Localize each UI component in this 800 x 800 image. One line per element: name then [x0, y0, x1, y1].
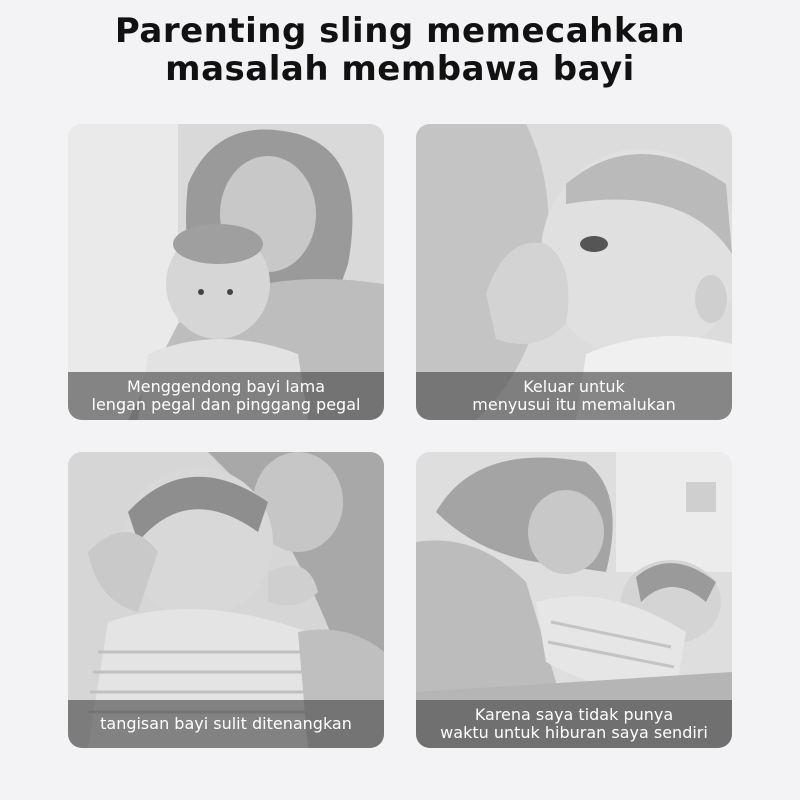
title-line-2: masalah membawa bayi	[165, 49, 635, 89]
caption	[68, 700, 384, 748]
caption	[416, 700, 732, 748]
card-long-carrying	[68, 124, 384, 420]
page-title	[0, 12, 800, 88]
card-crying-baby	[68, 452, 384, 748]
title-line-1: Parenting sling memecahkan	[114, 11, 686, 51]
caption-line-1: Keluar untuk	[523, 377, 625, 396]
caption	[68, 372, 384, 420]
caption-line-1: tangisan bayi sulit ditenangkan	[100, 714, 352, 733]
caption-line-2: lengan pegal dan pinggang pegal	[91, 395, 361, 414]
caption-line-2: menyusui itu memalukan	[472, 395, 676, 414]
card-no-free-time	[416, 452, 732, 748]
card-breastfeeding	[416, 124, 732, 420]
caption-line-1: Karena saya tidak punya	[474, 705, 674, 724]
caption	[416, 372, 732, 420]
caption-line-2: waktu untuk hiburan saya sendiri	[440, 723, 708, 742]
caption-line-1: Menggendong bayi lama	[126, 377, 325, 396]
